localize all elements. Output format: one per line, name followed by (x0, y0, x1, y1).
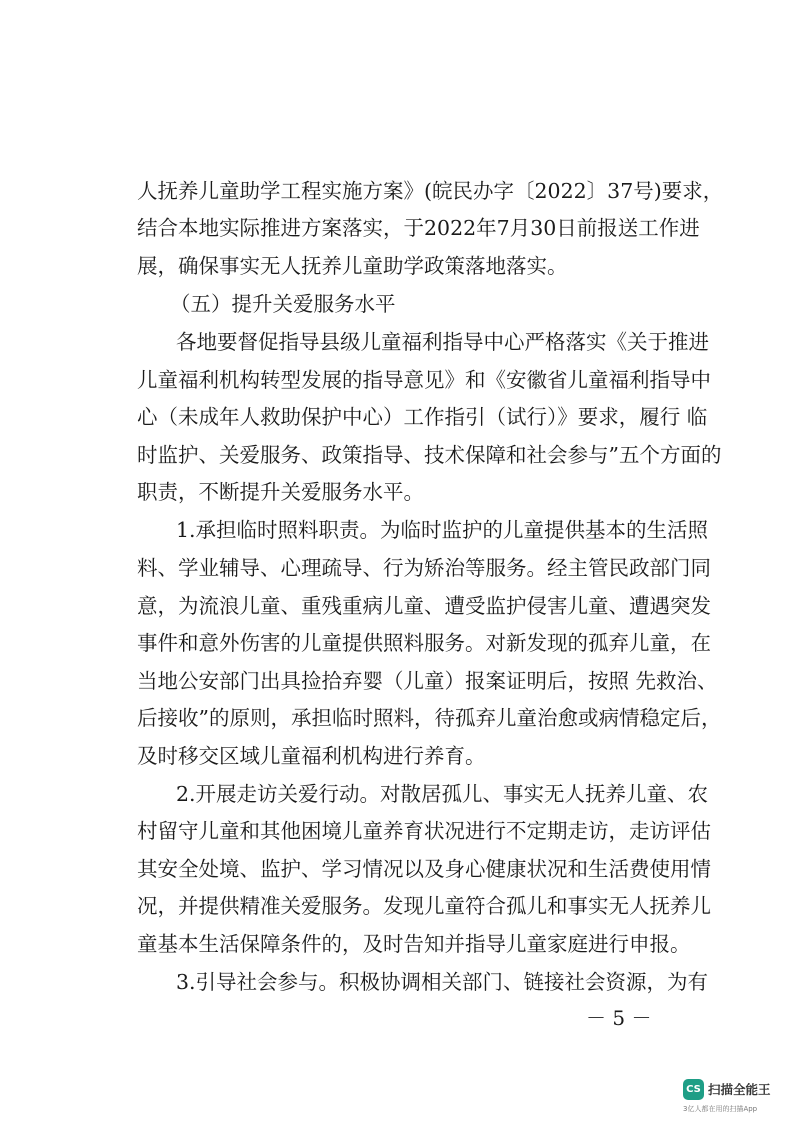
text-line: 料、学业辅导、心理疏导、行为矫治等服务。经主管民政部门同 (137, 556, 711, 580)
text-line: 及时移交区域儿童福利机构进行养育。 (137, 744, 486, 768)
text-line: 事件和意外伤害的儿童提供照料服务。对新发现的孤弃儿童，在 (137, 631, 711, 655)
text-line: 后接收”的原则，承担临时照料，待孤弃儿童治愈或病情稳定后， (137, 706, 722, 730)
text-line: 时监护、关爱服务、政策指导、技术保障和社会参与”五个方面的 (137, 443, 722, 467)
watermark-brand: 扫描全能王 (708, 1082, 771, 1097)
text-line: 意，为流浪儿童、重残重病儿童、遭受监护侵害儿童、遭遇突发 (137, 594, 711, 618)
section-heading: （五）提升关爱服务水平 (170, 292, 396, 316)
camscanner-logo-icon: CS (683, 1079, 704, 1100)
text-line: 职责，不断提升关爱服务水平。 (137, 480, 424, 504)
page-number: － 5 － (586, 1006, 652, 1030)
text-line: 儿童福利机构转型发展的指导意见》和《安徽省儿童福利指导中 (137, 368, 711, 392)
text-line: 各地要督促指导县级儿童福利指导中心严格落实《关于推进 (176, 330, 709, 354)
text-line: 人抚养儿童助学工程实施方案》(皖民办字〔2022〕37号)要求， (137, 179, 724, 203)
text-line: 1.承担临时照料职责。为临时监护的儿童提供基本的生活照 (176, 518, 709, 542)
text-line: 村留守儿童和其他困境儿童养育状况进行不定期走访，走访评估 (137, 819, 711, 843)
text-line: 其安全处境、监护、学习情况以及身心健康状况和生活费使用情 (137, 857, 711, 881)
text-line: 况，并提供精准关爱服务。发现儿童符合孤儿和事实无人抚养儿 (137, 894, 711, 918)
watermark-tagline: 3亿人都在用的扫描App (683, 1105, 758, 1113)
text-line: 当地公安部门出具捡拾弃婴（儿童）报案证明后，按照 先救治、 (137, 669, 718, 693)
text-line: 童基本生活保障条件的，及时告知并指导儿童家庭进行申报。 (137, 932, 691, 956)
text-line: 结合本地实际推进方案落实，于2022年7月30日前报送工作进 (137, 216, 700, 240)
text-line: 心（未成年人救助保护中心）工作指引（试行）》要求，履行 临 (137, 405, 708, 429)
text-line: 2.开展走访关爱行动。对散居孤儿、事实无人抚养儿童、农 (176, 782, 709, 806)
text-line: 3.引导社会参与。积极协调相关部门、链接社会资源，为有 (176, 970, 709, 994)
text-line: 展，确保事实无人抚养儿童助学政策落地落实。 (137, 254, 568, 278)
scanner-watermark (683, 1077, 783, 1117)
